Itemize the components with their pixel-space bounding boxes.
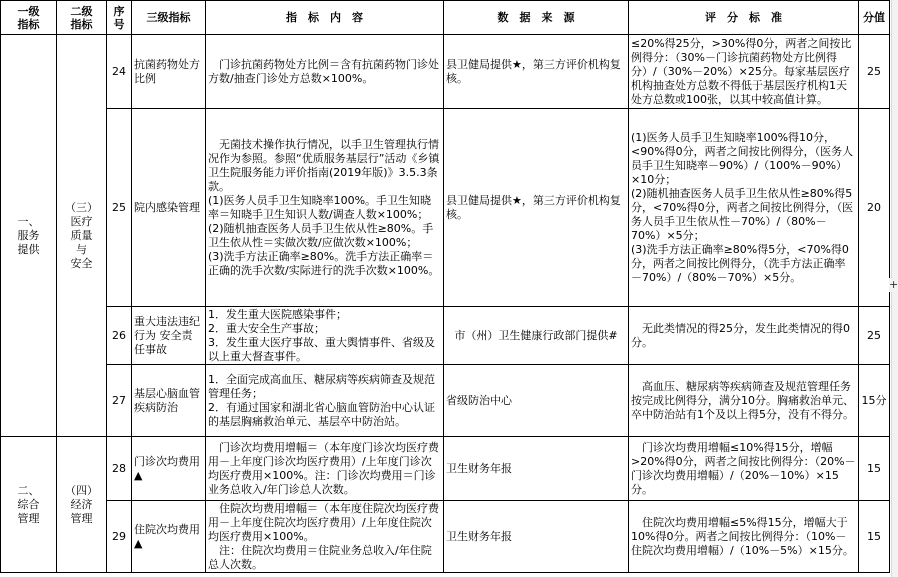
row-indicator: 门诊次均费用▲	[132, 437, 206, 501]
row-source: 卫生财务年报	[444, 501, 629, 573]
header-score: 分值	[859, 1, 890, 35]
table-row	[1, 437, 890, 501]
header-row	[1, 1, 890, 35]
group2-level1: 二、 综合 管理	[1, 437, 57, 573]
header-level2: 二级 指标	[57, 1, 107, 35]
header-level1: 一级 指标	[1, 1, 57, 35]
table-row	[1, 109, 890, 307]
row-score: 15	[859, 437, 890, 501]
header-seq: 序号	[107, 1, 132, 35]
row-score: 25	[859, 307, 890, 365]
row-scoring: (1)医务人员手卫生知晓率100%得10分，<90%得0分，两者之间按比例得分，（医务人员手卫生知晓率－90%）/（100%－90%）×10分； (2)随机抽查医务人员手卫生依从性≥80%得5分，<70%得0分，两者之间按比例得分，（医务人员手卫生依从性－70%）/（80%－70%）×5分； (3)洗手方法正确率≥80%得5分，<70%得0分，两者之间按比例得分，（洗手方法正确率－70%）/（80%－70%）×5分。	[629, 109, 859, 307]
row-scoring: 住院次均费用增幅≤5%得15分，增幅大于10%得0分。两者之间按比例得分：（10%－住院次均费用增幅）/（10%－5%）×15分。	[629, 501, 859, 573]
row-source: 省级防治中心	[444, 365, 629, 437]
row-content: 1．全面完成高血压、糖尿病等疾病筛查及规范管理任务； 2．有通过国家和湖北省心脑血管防治中心认证的基层胸痛救治单元、基层卒中防治站。	[206, 365, 444, 437]
row-content: 门诊次均费用增幅＝（本年度门诊次均医疗费用－上年度门诊次均医疗费用）/上年度门诊次均医疗费用×100%。注：门诊次均费用＝门诊业务总收入/年门诊总人次数。	[206, 437, 444, 501]
row-indicator: 基层心脑血管疾病防治	[132, 365, 206, 437]
row-number: 24	[107, 35, 132, 109]
row-source: 县卫健局提供★，第三方评价机构复核。	[444, 109, 629, 307]
add-column-icon[interactable]: +	[889, 278, 898, 291]
row-source: 市（州）卫生健康行政部门提供#	[444, 307, 629, 365]
table-row	[1, 501, 890, 573]
row-number: 26	[107, 307, 132, 365]
row-score: 20	[859, 109, 890, 307]
row-source: 卫生财务年报	[444, 437, 629, 501]
group1-level1: 一、 服务 提供	[1, 35, 57, 437]
header-content: 指 标 内 容	[206, 1, 444, 35]
row-indicator: 重大违法违纪行为 安全责任事故	[132, 307, 206, 365]
row-number: 25	[107, 109, 132, 307]
row-score: 25	[859, 35, 890, 109]
group2-level2: （四） 经济 管理	[57, 437, 107, 573]
row-scoring: 高血压、糖尿病等疾病筛查及规范管理任务按完成比例得分，满分10分。胸痛救治单元、卒中防治站有1个及以上得5分，没有不得分。	[629, 365, 859, 437]
header-level3: 三级指标	[132, 1, 206, 35]
row-indicator: 住院次均费用▲	[132, 501, 206, 573]
row-number: 28	[107, 437, 132, 501]
row-number: 29	[107, 501, 132, 573]
row-scoring: ≤20%得25分，>30%得0分，两者之间按比例得分：（30%－门诊抗菌药物处方比例得分）/（30%－20%）×25分。每家基层医疗机构抽查处方总数不得低于基层医疗机构1天处方总数或100张，以其中较高值计算。	[629, 35, 859, 109]
row-number: 27	[107, 365, 132, 437]
row-content: 住院次均费用增幅＝（本年度住院次均医疗费用－上年度住院次均医疗费用）/上年度住院次均医疗费用×100%。 注：住院次均费用＝住院业务总收入/年住院总人次数。	[206, 501, 444, 573]
table-row	[1, 307, 890, 365]
row-indicator: 抗菌药物处方比例	[132, 35, 206, 109]
row-content: 门诊抗菌药物处方比例＝含有抗菌药物门诊处方数/抽查门诊处方总数×100%。	[206, 35, 444, 109]
row-scoring: 无此类情况的得25分，发生此类情况的得0分。	[629, 307, 859, 365]
row-content: 无菌技术操作执行情况，以手卫生管理执行情况作为参照。参照“优质服务基层行”活动《乡镇卫生院服务能力评价指南(2019年版)》3.5.3条款。 (1)医务人员手卫生知晓率100%。手卫生知晓率＝知晓手卫生知识人数/调查人数×100%； (2)随机抽查医务人员手卫生依从性≥80%。手卫生依从性＝实做次数/应做次数×100%； (3)洗手方法正确率≥80%。洗手方法正确率＝正确的洗手次数/实际进行的洗手次数×100%。	[206, 109, 444, 307]
group1-level2: （三） 医疗 质量 与 安全	[57, 35, 107, 437]
header-scoring: 评 分 标 准	[629, 1, 859, 35]
row-indicator: 院内感染管理	[132, 109, 206, 307]
row-score: 15分	[859, 365, 890, 437]
row-content: 1．发生重大医院感染事件； 2．重大安全生产事故； 3．发生重大医疗事故、重大舆情事件、省级及以上重大督查事件。	[206, 307, 444, 365]
row-score: 15	[859, 501, 890, 573]
header-source: 数 据 来 源	[444, 1, 629, 35]
row-source: 县卫健局提供★，第三方评价机构复核。	[444, 35, 629, 109]
table-row	[1, 365, 890, 437]
row-scoring: 门诊次均费用增幅≤10%得15分，增幅>20%得0分，两者之间按比例得分：（20%－门诊次均费用增幅）/（20%－10%）×15分。	[629, 437, 859, 501]
table-row	[1, 35, 890, 109]
